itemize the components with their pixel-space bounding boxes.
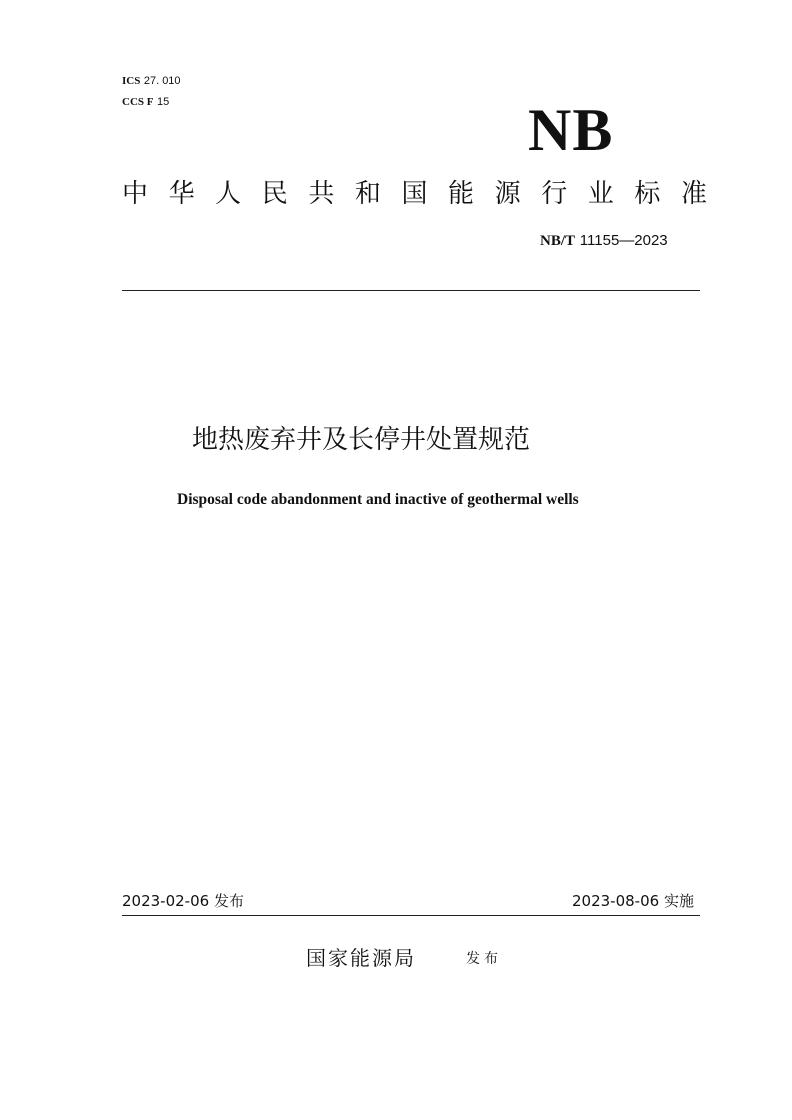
ccs-code [122,95,169,109]
english-title: Disposal code abandonment and inactive of geothermal wells [177,491,579,508]
ics-code [122,74,181,88]
title-char: 中 [122,179,149,209]
title-char: 人 [215,179,242,209]
standard-type-title [122,176,707,212]
standard-number-value: 11155—2023 [579,232,668,249]
nb-logo: NB [528,97,614,163]
bottom-divider [122,915,700,916]
chinese-title: 地热废弃井及长停井处置规范 [192,425,531,455]
title-char: 标 [634,179,661,209]
implementation-date: 2023-08-06 实施 [572,892,694,910]
title-char: 共 [308,179,335,209]
title-char: 业 [587,179,614,209]
ccs-label: CCS F [122,96,154,108]
title-char: 国 [401,179,428,209]
title-char: 和 [354,179,381,209]
title-char: 准 [680,179,707,209]
title-char: 能 [448,179,475,209]
issue-date: 2023-02-06 发布 [122,892,244,910]
standard-number-prefix: NB/T [540,233,576,249]
ccs-value: 15 [156,96,170,108]
publish-label: 发布 [466,951,502,967]
top-divider [122,290,700,291]
title-char: 行 [541,179,568,209]
standard-number [540,231,668,250]
title-char: 华 [168,179,195,209]
ics-value: 27. 010 [143,75,181,87]
title-char: 源 [494,179,521,209]
ics-label: ICS [122,75,141,87]
title-char: 民 [261,179,288,209]
publisher-name: 国家能源局 [306,946,416,970]
